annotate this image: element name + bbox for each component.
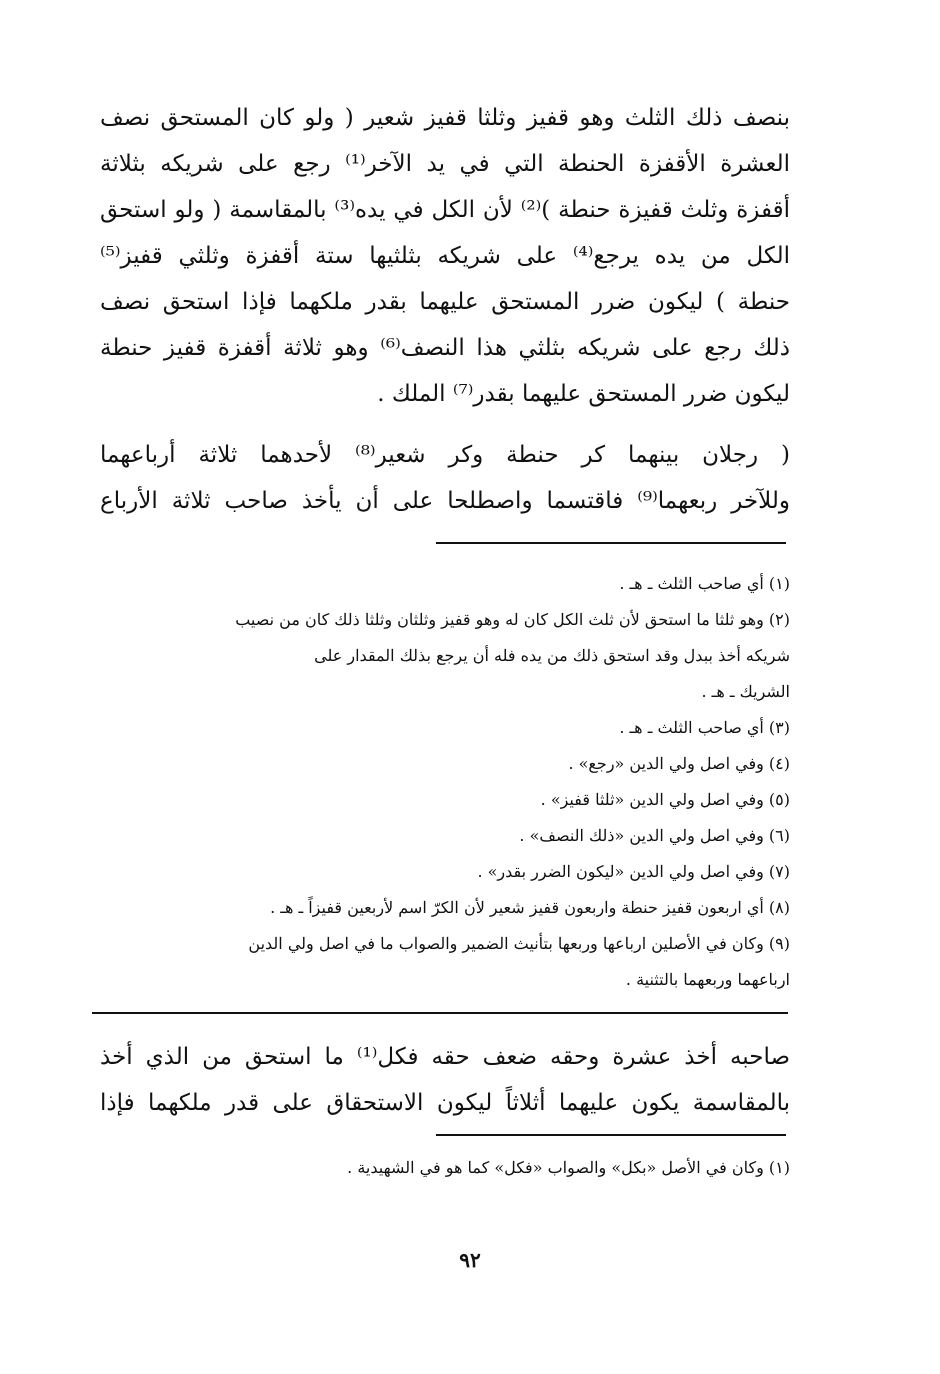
footnote-2-continuation: شريكه أخذ ببدل وقد استحق ذلك من يده فله أن يرجع بذلك المقدار على xyxy=(314,646,790,665)
text-line: ليكون ضرر المستحق عليهما بقدر⁽⁷⁾ الملك . xyxy=(377,381,790,407)
footnotes-section-1 xyxy=(100,566,790,998)
text-line: وللآخر ربعهما⁽⁹⁾ فاقتسما واصطلحا على أن يأخذ صاحب ثلاثة الأرباع xyxy=(100,488,790,514)
footnote-separator xyxy=(436,542,786,544)
text-line: بنصف ذلك الثلث وهو قفيز وثلثا قفيز شعير ( ولو كان المستحق نصف xyxy=(100,105,790,131)
footnote-7: (٧) وفي اصل ولي الدين «ليكون الضرر بقدر» . xyxy=(477,862,790,881)
main-paragraph-2 xyxy=(100,432,790,524)
main-paragraph-3 xyxy=(100,1034,790,1126)
footnote-5: (٥) وفي اصل ولي الدين «ثلثا قفيز» . xyxy=(540,790,790,809)
footnote-4: (٤) وفي اصل ولي الدين «رجع» . xyxy=(568,754,790,773)
main-paragraph-1 xyxy=(100,95,790,417)
footnote-9: (٩) وكان في الأصلين ارباعها وربعها بتأنيث الضمير والصواب ما في اصل ولي الدين xyxy=(248,934,790,953)
footnote-1: (١) أي صاحب الثلث ـ هـ . xyxy=(619,574,790,593)
page-number: ٩٢ xyxy=(459,1248,481,1272)
footnotes-section-2 xyxy=(100,1150,790,1186)
footnote-2: (٢) وهو ثلثا ما استحق لأن ثلث الكل كان له وهو قفيز وثلثان وثلثا ذلك كان من نصيب xyxy=(235,610,790,629)
footnote-9-continuation: ارباعهما وربعهما بالتثنية . xyxy=(625,970,790,989)
text-line: العشرة الأقفزة الحنطة التي في يد الآخر⁽¹⁾ رجع على شريكه بثلاثة xyxy=(100,151,790,177)
footnote-1: (١) وكان في الأصل «بكل» والصواب «فكل» كما هو في الشهيدية . xyxy=(347,1158,790,1177)
footnote-8: (٨) أي اربعون قفيز حنطة واربعون قفيز شعير لأن الكرّ اسم لأربعين قفيزاً ـ هـ . xyxy=(270,898,790,917)
text-line: ( رجلان بينهما كر حنطة وكر شعير⁽⁸⁾ لأحدهما ثلاثة أرباعهما xyxy=(100,442,790,468)
text-line: ذلك رجع على شريكه بثلثي هذا النصف⁽⁶⁾ وهو ثلاثة أقفزة قفيز حنطة xyxy=(100,335,790,361)
text-line: صاحبه أخذ عشرة وحقه ضعف حقه فكل⁽¹⁾ ما استحق من الذي أخذ xyxy=(100,1044,790,1070)
text-line: الكل من يده يرجع⁽⁴⁾ على شريكه بثلثيها ستة أقفزة وثلثي قفيز⁽⁵⁾ xyxy=(100,243,790,269)
text-line: حنطة ) ليكون ضرر المستحق عليهما بقدر ملكهما فإذا استحق نصف xyxy=(100,289,790,315)
footnote-6: (٦) وفي اصل ولي الدين «ذلك النصف» . xyxy=(519,826,790,845)
text-line: أقفزة وثلث قفيزة حنطة )⁽²⁾ لأن الكل في يده⁽³⁾ بالمقاسمة ( ولو استحق xyxy=(100,197,790,223)
section-separator xyxy=(92,1012,788,1014)
text-line: بالمقاسمة يكون عليهما أثلاثاً ليكون الاستحقاق على قدر ملكهما فإذا xyxy=(100,1090,790,1116)
footnote-separator xyxy=(436,1134,786,1136)
footnote-2-continuation: الشريك ـ هـ . xyxy=(701,682,790,701)
footnote-3: (٣) أي صاحب الثلث ـ هـ . xyxy=(619,718,790,737)
